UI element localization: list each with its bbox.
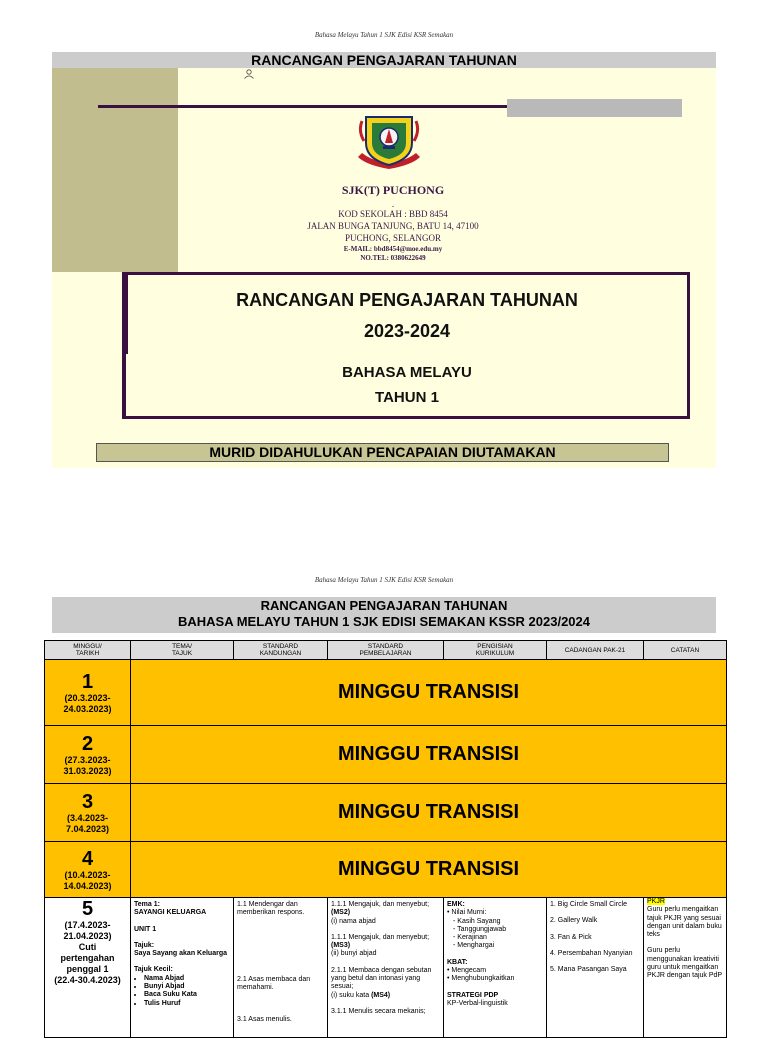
list-item: • Bunyi Abjad — [144, 983, 230, 991]
cover-olive-block — [52, 68, 178, 272]
table-row — [45, 842, 727, 898]
school-address-1: JALAN BUNGA TANJUNG, BATU 14, 47100 — [307, 221, 479, 231]
school-dot: . — [391, 199, 395, 209]
week-cell: 1 (20.3.2023- 24.03.2023) — [45, 660, 131, 726]
cover-box-title: RANCANGAN PENGAJARAN TAHUNAN — [236, 290, 578, 310]
school-crest-icon — [356, 113, 422, 175]
list-item: • Baca Suku Kata — [144, 991, 230, 999]
week-5-tema-cell: Tema 1: SAYANGI KELUARGA UNIT 1 Tajuk: Saya Sayang akan Keluarga Tajuk Kecil: • Nama Abjad • Bunyi Abjad • Baca Suku Kata • Tulis Huruf — [131, 898, 234, 1038]
col-header-minggu: MINGGU/ TARIKH — [45, 641, 131, 660]
page-2-title-band — [52, 597, 716, 633]
transition-week-label: MINGGU TRANSISI — [131, 842, 727, 898]
col-header-cadangan-pak21: CADANGAN PAK-21 — [547, 641, 644, 660]
week-5-cadangan-pak21-cell: 1. Big Circle Small Circle 2. Gallery Walk 3. Fan & Pick 4. Persembahan Nyanyian 5. Mana Pasangan Saya — [547, 898, 644, 1038]
transition-week-label: MINGGU TRANSISI — [131, 660, 727, 726]
week-cell: 4 (10.4.2023- 14.04.2023) — [45, 842, 131, 898]
col-header-standard-pembelajaran: STANDARD PEMBELAJARAN — [328, 641, 444, 660]
table-row — [45, 784, 727, 842]
table-row-week-5 — [45, 898, 727, 1038]
school-code: KOD SEKOLAH : BBD 8454 — [338, 209, 448, 219]
table-row — [45, 726, 727, 784]
col-header-catatan: CATATAN — [644, 641, 727, 660]
col-header-tema: TEMA/ TAJUK — [131, 641, 234, 660]
running-header: Bahasa Melayu Tahun 1 SJK Edisi KSR Semakan — [314, 31, 454, 39]
week-cell: 2 (27.3.2023- 31.03.2023) — [45, 726, 131, 784]
week-5-catatan-cell: PKJR Guru perlu mengaitkan tajuk PKJR yang sesuai dengan unit dalam buku teks Guru perlu menggunakan kreativiti guru untuk mengaitkan PKJR dengan tajuk PdP — [644, 898, 727, 1038]
person-icon — [243, 69, 255, 79]
table-header-row — [45, 641, 727, 660]
page-2-title-1: RANCANGAN PENGAJARAN TAHUNAN — [260, 598, 508, 613]
col-header-pengisian-kurikulum: PENGISIAN KURIKULUM — [444, 641, 547, 660]
week-5-standard-pembelajaran-cell: 1.1.1 Mengajuk, dan menyebut; (MS2) (i) nama abjad 1.1.1 Mengajuk, dan menyebut; (MS3) (ii) bunyi abjad 2.1.1 Membaca dengan sebutan yang betul dan intonasi yang sesuai; (i) suku kata (MS4) 3.1.1 Menulis secara mekanis; — [328, 898, 444, 1038]
cover-box-year: 2023-2024 — [363, 321, 451, 341]
yearly-plan-table — [44, 640, 727, 1038]
transition-week-label: MINGGU TRANSISI — [131, 726, 727, 784]
school-phone: NO.TEL: 0380622649 — [360, 254, 426, 262]
cover-top-title: RANCANGAN PENGAJARAN TAHUNAN — [52, 52, 716, 68]
school-name: SJK(T) PUCHONG — [341, 183, 445, 197]
school-address-2: PUCHONG, SELANGOR — [344, 233, 441, 243]
table-row — [45, 660, 727, 726]
cover-box-subject: BAHASA MELAYU — [342, 364, 472, 381]
cover-grey-block — [507, 99, 682, 117]
pkjr-highlight: PKJR — [647, 898, 665, 905]
cover-box-grade: TAHUN 1 — [375, 389, 439, 406]
page-2-title-2: BAHASA MELAYU TAHUN 1 SJK EDISI SEMAKAN KSSR 2023/2024 — [177, 614, 590, 629]
transition-week-label: MINGGU TRANSISI — [131, 784, 727, 842]
week-cell: 3 (3.4.2023- 7.04.2023) — [45, 784, 131, 842]
school-email: E-MAIL: bbd8454@moe.edu.my — [343, 245, 443, 253]
running-header-page-2: Bahasa Melayu Tahun 1 SJK Edisi KSR Semakan — [314, 576, 454, 584]
cover-motto: MURID DIDAHULUKAN PENCAPAIAN DIUTAMAKAN — [96, 443, 669, 462]
week-5-standard-kandungan-cell: 1.1 Mendengar dan memberikan respons. 2.1 Asas membaca dan memahami. 3.1 Asas menulis. — [234, 898, 328, 1038]
list-item: • Nama Abjad — [144, 975, 230, 983]
col-header-standard-kandungan: STANDARD KANDUNGAN — [234, 641, 328, 660]
list-item: • Tulis Huruf — [144, 1000, 230, 1008]
tajuk-kecil-list — [134, 975, 230, 1008]
week-5-pengisian-kurikulum-cell: EMK: • Nilai Murni: - Kasih Sayang - Tanggungjawab - Kerajinan - Menghargai KBAT: • Mengecam • Menghubungkaitkan STRATEGI PDP KP-Verbal-linguistik — [444, 898, 547, 1038]
week-5-cell: 5 (17.4.2023- 21.04.2023) Cuti pertengahan penggal 1 (22.4-30.4.2023) — [45, 898, 131, 1038]
